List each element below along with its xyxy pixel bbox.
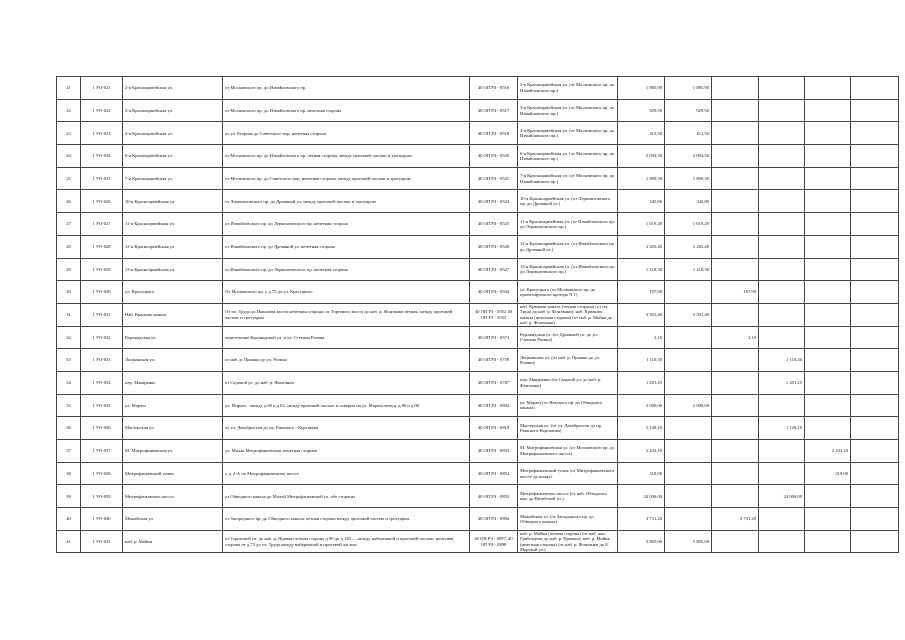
road-boundaries-cell: 6-я Красноармейская ул. (от Московского пр. до Измайловского пр.)	[518, 145, 618, 168]
area-column-5-cell	[805, 326, 851, 349]
area-column-2-cell	[665, 417, 712, 440]
street-name-cell: Митрофаньевский тупик	[123, 462, 223, 485]
area-column-4-cell	[759, 99, 805, 122]
registry-number-cell: 40 ОП РЗ - 0544	[470, 281, 518, 304]
registry-number-cell: 40 ОП РЗ - 0855	[470, 485, 518, 508]
area-column-5-cell	[805, 530, 851, 553]
area-column-2-cell	[665, 281, 712, 304]
area-column-3-cell: 2,10	[712, 326, 759, 349]
area-column-6-cell	[851, 281, 899, 304]
row-number-cell: 21	[57, 77, 81, 100]
area-column-2-cell	[665, 508, 712, 531]
object-code-cell: 1 УО-021	[81, 77, 123, 100]
area-column-5-cell: 2 242,10	[805, 440, 851, 463]
area-column-2-cell: 1 619,20	[665, 213, 712, 236]
area-column-2-cell	[665, 326, 712, 349]
area-column-3-cell	[712, 167, 759, 190]
street-name-cell: 13-я Красноармейская ул.	[123, 258, 223, 281]
registry-number-cell: 40 ОП РЗ - 0520	[470, 145, 518, 168]
object-code-cell: 1 УО-031	[81, 303, 123, 326]
registry-number-cell: 40 ОП РЗ - 0518	[470, 122, 518, 145]
row-number-cell: 22	[57, 99, 81, 122]
area-column-3-cell	[712, 213, 759, 236]
area-column-5-cell	[805, 258, 851, 281]
object-code-cell: 1 УО-030	[81, 281, 123, 304]
area-column-2-cell	[665, 485, 712, 508]
total-area-cell: 1 885,90	[618, 77, 665, 100]
road-boundaries-cell: 3-я Красноармейская ул. (от Московского пр. до Измайловского пр.)	[518, 99, 618, 122]
total-area-cell: 1 128,10	[618, 417, 665, 440]
area-column-6-cell	[851, 417, 899, 440]
area-column-6-cell	[851, 462, 899, 485]
area-column-2-cell: 345,80	[665, 190, 712, 213]
table-row	[57, 440, 899, 463]
total-area-cell: 345,80	[618, 190, 665, 213]
table-row	[57, 417, 899, 440]
registry-number-cell: 40 ОП РЗ - 0802	[470, 394, 518, 417]
object-code-cell: 1 УО-022	[81, 99, 123, 122]
row-number-cell: 32	[57, 326, 81, 349]
area-column-5-cell	[805, 394, 851, 417]
table-row	[57, 281, 899, 304]
area-column-4-cell	[759, 326, 805, 349]
area-column-2-cell	[665, 349, 712, 372]
total-area-cell: 1 619,20	[618, 213, 665, 236]
registry-number-cell: 40 ОП РЗ - 0853	[470, 440, 518, 463]
area-column-2-cell: 1 885,90	[665, 77, 712, 100]
registry-number-cell: 40 ОП РЗ - 0516	[470, 77, 518, 100]
area-column-6-cell	[851, 485, 899, 508]
area-column-4-cell	[759, 462, 805, 485]
row-number-cell: 31	[57, 303, 81, 326]
area-column-4-cell	[759, 190, 805, 213]
area-column-4-cell	[759, 530, 805, 553]
area-column-5-cell	[805, 508, 851, 531]
street-name-cell: М. Митрофаньевская ул.	[123, 440, 223, 463]
section-description-cell: от Московского пр. до Советского пер. нечетная сторона, между проезжей частью и тротуаром	[223, 167, 470, 190]
street-name-cell: Можайская ул.	[123, 508, 223, 531]
area-column-5-cell	[805, 213, 851, 236]
total-area-cell: 2,10	[618, 326, 665, 349]
area-column-3-cell: 107,90	[712, 281, 759, 304]
area-column-3-cell	[712, 417, 759, 440]
area-column-3-cell	[712, 77, 759, 100]
section-description-cell: от Московского пр. до Измайловского пр. нечетная сторона	[223, 99, 470, 122]
street-name-cell: ул. Красуцкого	[123, 281, 223, 304]
area-column-5-cell	[805, 371, 851, 394]
area-column-3-cell	[712, 440, 759, 463]
area-column-4-cell	[759, 167, 805, 190]
area-column-2-cell: 929,50	[665, 99, 712, 122]
street-name-cell: 7-я Красноармейская ул.	[123, 167, 223, 190]
area-column-2-cell: 2 094,50	[665, 145, 712, 168]
road-boundaries-cell: Митрофаньевское шоссе (от наб. Обводного кан. до Витебской ул.)	[518, 485, 618, 508]
area-column-5-cell	[805, 417, 851, 440]
table-row	[57, 371, 899, 394]
section-description-cell: От Московского пр. у д.75 до ул. Красуцкого	[223, 281, 470, 304]
area-column-4-cell: 1 201,25	[759, 371, 805, 394]
area-column-2-cell: 5 805,00	[665, 530, 712, 553]
object-code-cell: 1 УО-024	[81, 145, 123, 168]
area-column-3-cell	[712, 485, 759, 508]
area-column-5-cell	[805, 77, 851, 100]
road-boundaries-cell: 2-я Красноармейская ул. (от Московского пр. до Измайловского пр.)	[518, 77, 618, 100]
section-description-cell: от Загородного пр. до Обводного канала, четная сторона между проезжей частью и тротуаром	[223, 508, 470, 531]
total-area-cell: 1 110,30	[618, 349, 665, 372]
area-column-5-cell	[805, 145, 851, 168]
area-column-4-cell	[759, 145, 805, 168]
road-boundaries-cell: Курляндская ул. (от Дровяной ул. до ул. Степана Разина)	[518, 326, 618, 349]
area-column-6-cell	[851, 440, 899, 463]
table-row	[57, 326, 899, 349]
road-boundaries-cell: 13-я Красноармейская ул. (от Измайловского пр. до Лермонтовского пр.)	[518, 258, 618, 281]
area-column-4-cell	[759, 77, 805, 100]
area-column-2-cell	[665, 371, 712, 394]
table-row	[57, 145, 899, 168]
street-name-cell: 12-я Красноармейская ул.	[123, 235, 223, 258]
area-column-6-cell	[851, 303, 899, 326]
area-column-6-cell	[851, 326, 899, 349]
object-code-cell: 1 УО-033	[81, 349, 123, 372]
area-column-3-cell	[712, 371, 759, 394]
total-area-cell: 413,50	[618, 122, 665, 145]
section-description-cell: от Измайловского пр. до Лермонтовского пр. нечетная сторона	[223, 213, 470, 236]
area-column-6-cell	[851, 77, 899, 100]
area-column-5-cell	[805, 235, 851, 258]
street-name-cell: 11-я Красноармейская ул.	[123, 213, 223, 236]
table-row	[57, 485, 899, 508]
table-row	[57, 190, 899, 213]
registry-number-cell: 40 ОП РЗ - 0552 40 ОП РЗ - 0553	[470, 303, 518, 326]
road-boundaries-cell: ул. Марата (от Невского пр. до Обводного канала)	[518, 394, 618, 417]
area-column-3-cell	[712, 122, 759, 145]
total-area-cell: 3 731,20	[618, 508, 665, 531]
area-column-2-cell	[665, 440, 712, 463]
registry-number-cell: 40 ОП РЗ - 0819	[470, 417, 518, 440]
road-boundaries-cell: Можайская ул. (от Загородного пр. до Обводного канала)	[518, 508, 618, 531]
row-number-cell: 37	[57, 440, 81, 463]
total-area-cell: 24 006,00	[618, 485, 665, 508]
area-column-3-cell	[712, 145, 759, 168]
table-row	[57, 235, 899, 258]
road-boundaries-cell: 10-я Красноармейская ул. (от Лермонтовского пр. до Дровяной ул.)	[518, 190, 618, 213]
object-code-cell: 1 УО-038	[81, 462, 123, 485]
area-column-5-cell	[805, 303, 851, 326]
road-boundaries-cell: 11-я Красноармейская ул. (от Измайловского пр. до Лермонтовского пр.)	[518, 213, 618, 236]
row-number-cell: 29	[57, 258, 81, 281]
section-description-cell: от Московского пр. до Измайловского пр. четная сторона, между проезжей частью и тротуаром	[223, 145, 470, 168]
area-column-6-cell	[851, 258, 899, 281]
section-description-cell: от Лермонтовского пр. до Дровяной ул. между проезжей частью и тротуаром	[223, 190, 470, 213]
street-name-cell: 6-я Красноармейская ул.	[123, 145, 223, 168]
area-column-3-cell	[712, 462, 759, 485]
row-number-cell: 38	[57, 462, 81, 485]
table-row	[57, 508, 899, 531]
total-area-cell: 2 242,10	[618, 440, 665, 463]
row-number-cell: 23	[57, 122, 81, 145]
total-area-cell: 2 094,50	[618, 145, 665, 168]
road-boundaries-cell: Митрофаньевский тупик (от Митрофаньевского шоссе до конца)	[518, 462, 618, 485]
area-column-3-cell	[712, 99, 759, 122]
area-column-2-cell: 413,50	[665, 122, 712, 145]
area-column-6-cell	[851, 349, 899, 372]
area-column-4-cell	[759, 122, 805, 145]
area-column-4-cell	[759, 303, 805, 326]
street-name-cell: 2-я Красноармейская ул.	[123, 77, 223, 100]
area-column-4-cell	[759, 508, 805, 531]
table-row	[57, 462, 899, 485]
total-area-cell: 5 805,00	[618, 530, 665, 553]
total-area-cell: 1 218,30	[618, 258, 665, 281]
road-boundaries-cell: Лоцманская ул. (от наб. р. Пряжки до ул. Розина)	[518, 349, 618, 372]
road-boundaries-cell: пер. Макаренко (от Садовой ул. до наб. р. Фонтанки)	[518, 371, 618, 394]
table-row	[57, 530, 899, 553]
area-column-3-cell	[712, 349, 759, 372]
object-code-cell: 1 УО-037	[81, 440, 123, 463]
area-column-6-cell	[851, 167, 899, 190]
row-number-cell: 36	[57, 417, 81, 440]
street-name-cell: 10-я Красноармейская ул.	[123, 190, 223, 213]
registry-number-cell: 40 ОП РЗ - 0574	[470, 326, 518, 349]
row-number-cell: 27	[57, 213, 81, 236]
row-number-cell: 28	[57, 235, 81, 258]
total-area-cell: 3 501,40	[618, 303, 665, 326]
table-row	[57, 394, 899, 417]
object-code-cell: 1 УО-039	[81, 485, 123, 508]
registry-number-cell: 40 ОП РЗ - 0759	[470, 349, 518, 372]
registry-number-cell: 40 ОП РЗ - 0517	[470, 99, 518, 122]
total-area-cell: 929,50	[618, 99, 665, 122]
road-boundaries-cell: наб. р. Мойки (четная сторона) (от наб. кан. Грибоедова до наб. р. Пряжки); наб. р. Мойки (нечетная сторона) (от наб. р. Фонтанки до Б. Морской ул.)	[518, 530, 618, 553]
object-code-cell: 1 УО-040	[81, 508, 123, 531]
road-boundaries-cell: М. Митрофаньевская ул. (от Московского пр. до Митрофаньевского шоссе)	[518, 440, 618, 463]
total-area-cell: 2 265,40	[618, 235, 665, 258]
object-code-cell: 1 УО-041	[81, 530, 123, 553]
area-column-3-cell: 3 731,20	[712, 508, 759, 531]
area-column-6-cell	[851, 508, 899, 531]
row-number-cell: 41	[57, 530, 81, 553]
registry-number-cell: 40 ОП РЗ - 0521	[470, 167, 518, 190]
road-boundaries-cell: наб. Крюкова канала (четная сторона) (от пл. Труда до наб. р. Фонтанки); наб. Крюкова канала (нечетная сторона) (от наб. р. Мойки до наб. р. Фонтанки)	[518, 303, 618, 326]
area-column-5-cell	[805, 122, 851, 145]
area-column-4-cell: 1 128,10	[759, 417, 805, 440]
area-column-5-cell	[805, 281, 851, 304]
area-column-4-cell	[759, 258, 805, 281]
road-boundaries-cell: 7-я Красноармейская ул. (от Московского пр. до Измайловского пр.)	[518, 167, 618, 190]
area-column-3-cell	[712, 190, 759, 213]
area-column-6-cell	[851, 371, 899, 394]
area-column-4-cell: 1 110,30	[759, 349, 805, 372]
object-code-cell: 1 УО-028	[81, 235, 123, 258]
registry-number-cell: 40 ОП РЗ - 0897, 40 ОП РЗ - 0898	[470, 530, 518, 553]
row-number-cell: 40	[57, 508, 81, 531]
row-number-cell: 26	[57, 190, 81, 213]
table-body	[57, 77, 899, 553]
registry-number-cell: 40 ОП РЗ - 0526	[470, 235, 518, 258]
street-name-cell: пер. Макаренко	[123, 371, 223, 394]
table-row	[57, 258, 899, 281]
object-code-cell: 1 УО-032	[81, 326, 123, 349]
section-description-cell: От пл. Труда до Пикалова моста нечетная сторона; от Торгового моста до наб. р. Фонтанки четная, между проезжей частью и тротуаром	[223, 303, 470, 326]
row-number-cell: 30	[57, 281, 81, 304]
area-column-5-cell	[805, 167, 851, 190]
road-boundaries-cell: 4-я Красноармейская ул. (от Московского пр. до Измайловского пр.)	[518, 122, 618, 145]
area-column-4-cell	[759, 235, 805, 258]
area-column-6-cell	[851, 213, 899, 236]
registry-number-cell: 40 ОП РЗ - 0527	[470, 258, 518, 281]
registry-number-cell: 40 ОП РЗ - 0525	[470, 213, 518, 236]
row-number-cell: 39	[57, 485, 81, 508]
area-column-5-cell	[805, 349, 851, 372]
street-name-cell: Митрофаньевское шоссе	[123, 485, 223, 508]
section-description-cell: от Измайловского пр. до Дровяной ул. нечетная сторона	[223, 235, 470, 258]
total-area-cell: 1 809,30	[618, 167, 665, 190]
object-code-cell: 1 УО-025	[81, 167, 123, 190]
object-code-cell: 1 УО-026	[81, 190, 123, 213]
total-area-cell: 2 000,00	[618, 394, 665, 417]
street-name-cell: Лоцманская ул.	[123, 349, 223, 372]
area-column-6-cell	[851, 122, 899, 145]
area-column-4-cell	[759, 281, 805, 304]
section-description-cell: ул. Малая Митрофаньевская, нечетная сторона	[223, 440, 470, 463]
registry-number-cell: 40 ОП РЗ - 0894	[470, 508, 518, 531]
area-column-2-cell: 3 501,40	[665, 303, 712, 326]
street-name-cell: 4-я Красноармейская ул.	[123, 122, 223, 145]
area-column-2-cell: 2 000,00	[665, 394, 712, 417]
area-column-5-cell	[805, 190, 851, 213]
total-area-cell: 107,90	[618, 281, 665, 304]
area-column-6-cell	[851, 530, 899, 553]
row-number-cell: 24	[57, 145, 81, 168]
street-name-cell: наб. р. Мойки	[123, 530, 223, 553]
road-register-table	[56, 76, 899, 553]
street-name-cell: Курляндская ул.	[123, 326, 223, 349]
section-description-cell: от Гороховой ул. до наб. р. Пряжки четная сторона д.90 до д.126 — между набережной и проезжей частью, нечетная сторона от д.73 до ул. Труда между набережной и проезжей частью	[223, 530, 470, 553]
document-sheet	[56, 76, 848, 553]
section-description-cell: пересечение Курляндской ул. и ул. Степана Разина	[223, 326, 470, 349]
road-boundaries-cell: 12-я Красноармейская ул. (от Измайловского пр. до Дровяной ул.)	[518, 235, 618, 258]
section-description-cell: от Измайловского пр. до Лермонтовского пр. нечетная сторона	[223, 258, 470, 281]
row-number-cell: 34	[57, 371, 81, 394]
object-code-cell: 1 УО-034	[81, 371, 123, 394]
section-description-cell: от Садовой ул. до наб. р. Фонтанки	[223, 371, 470, 394]
street-name-cell: Мастерская ул.	[123, 417, 223, 440]
area-column-5-cell: 318,90	[805, 462, 851, 485]
section-description-cell: ул. Марата - между д.80 и д.82, между проезжей частью и сквером на ул. Марата между д.86 и д.90	[223, 394, 470, 417]
row-number-cell: 35	[57, 394, 81, 417]
area-column-6-cell	[851, 99, 899, 122]
street-name-cell: ул. Марата	[123, 394, 223, 417]
area-column-6-cell	[851, 190, 899, 213]
total-area-cell: 1 201,25	[618, 371, 665, 394]
road-boundaries-cell: Мастерская ул. (от ул. Декабристов до пр. Римского-Корсакова)	[518, 417, 618, 440]
table-row	[57, 77, 899, 100]
area-column-4-cell: 24 006,00	[759, 485, 805, 508]
object-code-cell: 1 УО-023	[81, 122, 123, 145]
object-code-cell: 1 УО-027	[81, 213, 123, 236]
section-description-cell: от Московского пр. до Измайловского пр.	[223, 77, 470, 100]
table-row	[57, 213, 899, 236]
area-column-3-cell	[712, 394, 759, 417]
area-column-5-cell	[805, 485, 851, 508]
area-column-4-cell	[759, 394, 805, 417]
street-name-cell: Наб. Крюкова канала	[123, 303, 223, 326]
area-column-3-cell	[712, 530, 759, 553]
registry-number-cell: 40 ОП РЗ - 0787	[470, 371, 518, 394]
area-column-6-cell	[851, 145, 899, 168]
section-description-cell: от Обводного канала до Малой Митрофаньевской ул. обе стороны	[223, 485, 470, 508]
section-description-cell: у д. 4-А по Митрофаньевскому шоссе	[223, 462, 470, 485]
area-column-2-cell: 1 218,30	[665, 258, 712, 281]
object-code-cell: 1 УО-029	[81, 258, 123, 281]
area-column-4-cell	[759, 213, 805, 236]
object-code-cell: 1 УО-036	[81, 417, 123, 440]
area-column-2-cell	[665, 462, 712, 485]
row-number-cell: 33	[57, 349, 81, 372]
row-number-cell: 25	[57, 167, 81, 190]
section-description-cell: от ул. Егорова до Советского пер. нечетная сторона	[223, 122, 470, 145]
street-name-cell: 3-я Красноармейская ул.	[123, 99, 223, 122]
area-column-5-cell	[805, 99, 851, 122]
table-row	[57, 349, 899, 372]
table-row	[57, 99, 899, 122]
object-code-cell: 1 УО-035	[81, 394, 123, 417]
area-column-6-cell	[851, 235, 899, 258]
total-area-cell: 318,90	[618, 462, 665, 485]
area-column-4-cell	[759, 440, 805, 463]
registry-number-cell: 40 ОП РЗ - 0854	[470, 462, 518, 485]
area-column-2-cell: 2 265,40	[665, 235, 712, 258]
section-description-cell: от наб. р. Пряжки до ул. Розина	[223, 349, 470, 372]
section-description-cell: от ул. Декабристов до пр. Римского - Корсакова	[223, 417, 470, 440]
area-column-3-cell	[712, 303, 759, 326]
table-row	[57, 167, 899, 190]
area-column-6-cell	[851, 394, 899, 417]
road-boundaries-cell: ул. Красуцкого (от Московского пр. до проектируемого проезда N 1)	[518, 281, 618, 304]
registry-number-cell: 40 ОП РЗ - 0524	[470, 190, 518, 213]
table-row	[57, 122, 899, 145]
area-column-3-cell	[712, 258, 759, 281]
area-column-3-cell	[712, 235, 759, 258]
area-column-2-cell: 1 809,30	[665, 167, 712, 190]
table-row	[57, 303, 899, 326]
